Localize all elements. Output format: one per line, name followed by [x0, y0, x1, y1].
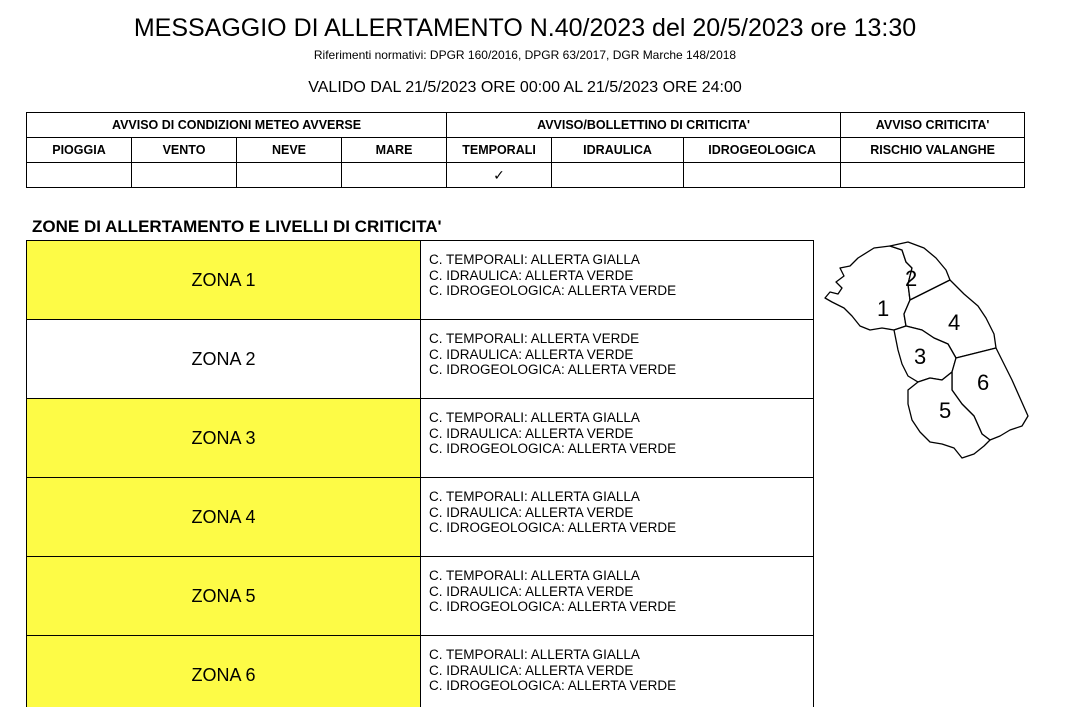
- level-idraulica: C. IDRAULICA: ALLERTA VERDE: [429, 583, 634, 599]
- level-temporali: C. TEMPORALI: ALLERTA GIALLA: [429, 252, 640, 267]
- validity-period: VALIDO DAL 21/5/2023 ORE 00:00 AL 21/5/2023 ORE 24:00: [308, 79, 742, 96]
- zone-name: ZONA 5: [191, 585, 256, 606]
- map-label-3: 3: [914, 344, 927, 369]
- column-header-idrogeologica: IDROGEOLOGICA: [684, 138, 841, 163]
- map-label-2: 2: [905, 266, 918, 291]
- level-idrogeologica: C. IDROGEOLOGICA: ALLERTA VERDE: [429, 678, 677, 693]
- mark-cell-mare: [342, 163, 447, 188]
- checkmark-icon: ✓: [447, 163, 552, 188]
- zone-name-cell: [27, 636, 421, 707]
- zones-map: [822, 240, 1038, 462]
- zone-row-2: [26, 319, 814, 398]
- mark-cell-idrogeologica: [684, 163, 841, 188]
- group-header-row: [27, 113, 1025, 138]
- map-label-5: 5: [939, 398, 952, 423]
- zones-heading: ZONE DI ALLERTAMENTO E LIVELLI DI CRITICITA': [32, 217, 442, 236]
- mark-row: [27, 163, 1025, 188]
- zone-row-3: [26, 398, 814, 477]
- zone-1-area: [825, 246, 912, 330]
- level-temporali: C. TEMPORALI: ALLERTA VERDE: [429, 331, 640, 346]
- mark-cell-vento: [132, 163, 237, 188]
- mark-cell-neve: [237, 163, 342, 188]
- alert-summary-table: [26, 112, 1025, 188]
- level-idraulica: C. IDRAULICA: ALLERTA VERDE: [429, 267, 634, 283]
- zone-name: ZONA 1: [191, 269, 256, 290]
- column-header-temporali: TEMPORALI: [447, 138, 552, 163]
- level-temporali: C. TEMPORALI: ALLERTA GIALLA: [429, 489, 640, 504]
- level-idraulica: C. IDRAULICA: ALLERTA VERDE: [429, 504, 634, 520]
- zone-name-cell: [27, 241, 421, 319]
- mark-cell-pioggia: [27, 163, 132, 188]
- zone-row-5: [26, 556, 814, 635]
- zone-name-cell: [27, 399, 421, 477]
- column-header-row: [27, 138, 1025, 163]
- zone-name-cell: [27, 478, 421, 556]
- column-header-mare: MARE: [342, 138, 447, 163]
- zone-row-4: [26, 477, 814, 556]
- level-idrogeologica: C. IDROGEOLOGICA: ALLERTA VERDE: [429, 283, 677, 298]
- level-temporali: C. TEMPORALI: ALLERTA GIALLA: [429, 647, 640, 662]
- column-header-neve: NEVE: [237, 138, 342, 163]
- zone-row-6: [26, 635, 814, 707]
- zone-name: ZONA 3: [191, 427, 256, 448]
- normative-references: Riferimenti normativi: DPGR 160/2016, DPGR 63/2017, DGR Marche 148/2018: [313, 48, 737, 62]
- zone-name: ZONA 6: [191, 664, 256, 685]
- mark-cell-idraulica: [552, 163, 684, 188]
- group-header-valanghe: AVVISO CRITICITA': [841, 113, 1025, 138]
- column-header-vento: VENTO: [132, 138, 237, 163]
- zone-name: ZONA 2: [191, 348, 256, 369]
- level-idrogeologica: C. IDROGEOLOGICA: ALLERTA VERDE: [429, 520, 677, 535]
- level-idraulica: C. IDRAULICA: ALLERTA VERDE: [429, 346, 634, 362]
- zone-levels: [429, 568, 676, 615]
- group-header-meteo: AVVISO DI CONDIZIONI METEO AVVERSE: [27, 113, 447, 138]
- zone-row-1: [26, 240, 814, 319]
- level-idraulica: C. IDRAULICA: ALLERTA VERDE: [429, 425, 634, 441]
- group-header-criticita: AVVISO/BOLLETTINO DI CRITICITA': [447, 113, 841, 138]
- zone-levels: [429, 410, 676, 457]
- level-idraulica: C. IDRAULICA: ALLERTA VERDE: [429, 662, 634, 678]
- level-temporali: C. TEMPORALI: ALLERTA GIALLA: [429, 410, 640, 425]
- zone-levels: [429, 252, 676, 299]
- zone-name: ZONA 4: [191, 506, 256, 527]
- zone-levels: [429, 331, 676, 378]
- column-header-idraulica: IDRAULICA: [552, 138, 684, 163]
- zones-table: [26, 240, 814, 707]
- column-header-valanghe: RISCHIO VALANGHE: [841, 138, 1025, 163]
- zone-name-cell: [27, 320, 421, 398]
- mark-cell-valanghe: [841, 163, 1025, 188]
- level-idrogeologica: C. IDROGEOLOGICA: ALLERTA VERDE: [429, 362, 677, 377]
- zone-levels: [429, 489, 676, 536]
- column-header-pioggia: PIOGGIA: [27, 138, 132, 163]
- zone-name-cell: [27, 557, 421, 635]
- page-title: MESSAGGIO DI ALLERTAMENTO N.40/2023 del 20/5/2023 ore 13:30: [133, 14, 917, 42]
- map-label-1: 1: [877, 296, 890, 321]
- zone-levels: [429, 647, 676, 694]
- level-idrogeologica: C. IDROGEOLOGICA: ALLERTA VERDE: [429, 441, 677, 456]
- map-label-6: 6: [977, 370, 990, 395]
- level-temporali: C. TEMPORALI: ALLERTA GIALLA: [429, 568, 640, 583]
- level-idrogeologica: C. IDROGEOLOGICA: ALLERTA VERDE: [429, 599, 677, 614]
- map-label-4: 4: [948, 310, 961, 335]
